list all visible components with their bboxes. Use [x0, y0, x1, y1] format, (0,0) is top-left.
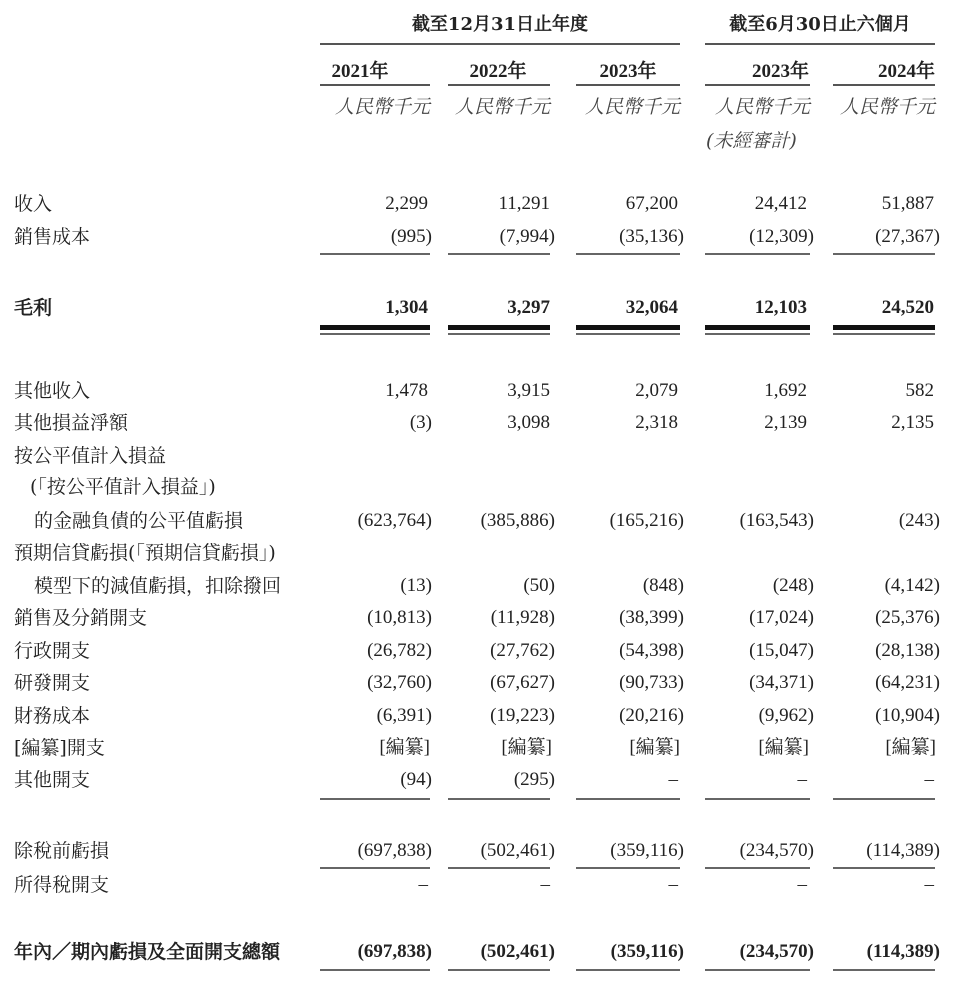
cell: 32,064: [625, 297, 678, 318]
cell: (359,116): [610, 941, 684, 962]
total-double-underline: [320, 333, 430, 335]
total-double-underline: [705, 333, 810, 335]
cell: (697,838): [357, 941, 432, 962]
column-divider: [705, 84, 810, 86]
cell: (248): [772, 575, 814, 596]
cell: (6,391): [376, 705, 432, 726]
total-underline: [705, 969, 810, 971]
total-underline: [833, 969, 935, 971]
cell: (13): [400, 575, 432, 596]
cell: (502,461): [480, 840, 555, 861]
total-underline: [320, 969, 430, 971]
cell: (114,389): [866, 941, 940, 962]
cell: (165,216): [609, 510, 684, 531]
cell: –: [797, 769, 807, 790]
total-underline: [576, 969, 680, 971]
cell: (25,376): [875, 607, 940, 628]
cell: 11,291: [498, 193, 550, 214]
row-label-rd-expenses: 研發開支: [14, 672, 91, 694]
total-double-underline: [705, 325, 810, 330]
cell: 3,915: [507, 380, 550, 401]
subtotal-underline: [705, 867, 810, 869]
cell: (848): [642, 575, 684, 596]
subtotal-underline: [576, 798, 680, 800]
cell: (38,399): [619, 607, 684, 628]
cell: (90,733): [619, 672, 684, 693]
cell: (20,216): [619, 705, 684, 726]
cell: (34,371): [749, 672, 814, 693]
cell: (3): [409, 412, 432, 433]
cell: –: [924, 769, 934, 790]
cell: (32,760): [367, 672, 432, 693]
subtotal-underline: [320, 253, 430, 255]
row-label-ecl-line2: 模型下的減值虧損，扣除撥回: [34, 575, 282, 597]
subtotal-underline: [833, 798, 935, 800]
column-year: 2021年: [331, 61, 389, 82]
cell: (35,136): [619, 226, 684, 247]
cell: (27,762): [490, 640, 555, 661]
cell: (502,461): [480, 941, 555, 962]
row-label-other-gains-net: 其他損益淨額: [14, 412, 129, 434]
cell: (359,116): [610, 840, 684, 861]
row-label-fvtpl-line2: (「按公平值計入損益」): [30, 476, 216, 498]
cell: (64,231): [875, 672, 940, 693]
column-unit: 人民幣千元: [454, 96, 550, 118]
column-unit: 人民幣千元: [714, 96, 810, 118]
row-label-other-income: 其他收入: [14, 380, 91, 402]
cell: [編纂]: [885, 737, 936, 758]
cell: (114,389): [866, 840, 940, 861]
column-note-unaudited: (未經審計): [706, 130, 797, 152]
subtotal-underline: [320, 867, 430, 869]
cell: (28,138): [875, 640, 940, 661]
row-label-ecl: 預期信貸虧損(「預期信貸虧損」): [14, 542, 276, 564]
row-label-fvtpl: 按公平值計入損益: [14, 445, 167, 467]
total-double-underline: [833, 333, 935, 335]
row-label-loss-before-tax: 除稅前虧損: [14, 840, 110, 862]
cell: (9,962): [758, 705, 814, 726]
cell: 2,299: [385, 193, 428, 214]
cell: (27,367): [875, 226, 940, 247]
cell: [編纂]: [501, 737, 552, 758]
subtotal-underline: [833, 867, 935, 869]
subtotal-underline: [448, 867, 550, 869]
cell: (234,570): [739, 840, 814, 861]
cell: (385,886): [480, 510, 555, 531]
row-label-income-tax: 所得稅開支: [14, 874, 110, 896]
cell: (163,543): [739, 510, 814, 531]
row-label-revenue: 收入: [14, 193, 53, 215]
subtotal-underline: [705, 798, 810, 800]
column-unit: 人民幣千元: [334, 96, 430, 118]
total-double-underline: [833, 325, 935, 330]
row-label-cost-of-sales: 銷售成本: [14, 226, 91, 248]
cell: 1,692: [764, 380, 807, 401]
cell: 1,304: [385, 297, 428, 318]
cell: –: [668, 874, 678, 895]
column-unit: 人民幣千元: [584, 96, 680, 118]
subtotal-underline: [576, 867, 680, 869]
cell: 3,297: [507, 297, 550, 318]
row-label-total-comprehensive-loss: 年內／期內虧損及全面開支總額: [14, 941, 281, 963]
row-label-selling-distribution: 銷售及分銷開支: [14, 607, 148, 629]
cell: –: [924, 874, 934, 895]
row-label-fvtpl-line3: 的金融負債的公平值虧損: [34, 510, 244, 532]
cell: (623,764): [357, 510, 432, 531]
cell: 582: [905, 380, 934, 401]
column-year: 2023年: [599, 61, 657, 82]
cell: (94): [400, 769, 432, 790]
cell: (697,838): [357, 840, 432, 861]
cell: 51,887: [881, 193, 934, 214]
cell: 2,318: [635, 412, 678, 433]
column-unit: 人民幣千元: [839, 96, 935, 118]
total-double-underline: [320, 325, 430, 330]
subtotal-underline: [448, 253, 550, 255]
cell: [編纂]: [629, 737, 680, 758]
cell: –: [418, 874, 428, 895]
row-label-finance-costs: 財務成本: [14, 705, 91, 727]
row-label-redacted-expenses: [編纂]開支: [14, 737, 105, 759]
cell: 2,079: [635, 380, 678, 401]
cell: 2,135: [891, 412, 934, 433]
cell: (234,570): [739, 941, 814, 962]
cell: 12,103: [754, 297, 807, 318]
cell: (26,782): [367, 640, 432, 661]
subtotal-underline: [320, 798, 430, 800]
column-divider: [576, 84, 680, 86]
subtotal-underline: [833, 253, 935, 255]
cell: (995): [390, 226, 432, 247]
total-double-underline: [448, 325, 550, 330]
row-label-other-expenses: 其他開支: [14, 769, 91, 791]
column-year: 2022年: [469, 61, 527, 82]
column-year: 2024年: [877, 61, 935, 82]
cell: 24,520: [881, 297, 934, 318]
cell: (54,398): [619, 640, 684, 661]
group-divider-annual: [320, 43, 680, 45]
cell: (11,928): [490, 607, 555, 628]
group-title-annual: 截至12月31日止年度: [411, 14, 589, 35]
cell: (4,142): [884, 575, 940, 596]
total-double-underline: [576, 333, 680, 335]
subtotal-underline: [448, 798, 550, 800]
cell: 2,139: [764, 412, 807, 433]
cell: (10,813): [367, 607, 432, 628]
row-label-gross-profit: 毛利: [14, 297, 53, 319]
total-double-underline: [576, 325, 680, 330]
total-double-underline: [448, 333, 550, 335]
cell: [編纂]: [379, 737, 430, 758]
cell: 1,478: [385, 380, 428, 401]
cell: [編纂]: [758, 737, 809, 758]
column-divider: [833, 84, 935, 86]
cell: 24,412: [754, 193, 807, 214]
column-year: 2023年: [751, 61, 809, 82]
cell: –: [540, 874, 550, 895]
cell: (243): [898, 510, 940, 531]
total-underline: [448, 969, 550, 971]
subtotal-underline: [705, 253, 810, 255]
cell: (12,309): [749, 226, 814, 247]
cell: (17,024): [749, 607, 814, 628]
cell: (19,223): [490, 705, 555, 726]
cell: (295): [513, 769, 555, 790]
cell: (15,047): [749, 640, 814, 661]
row-label-admin-expenses: 行政開支: [14, 640, 91, 662]
cell: (67,627): [490, 672, 555, 693]
cell: (50): [523, 575, 555, 596]
cell: 67,200: [625, 193, 678, 214]
cell: –: [797, 874, 807, 895]
cell: (10,904): [875, 705, 940, 726]
cell: 3,098: [507, 412, 550, 433]
group-divider-interim: [705, 43, 935, 45]
column-divider: [448, 84, 550, 86]
cell: (7,994): [499, 226, 555, 247]
column-divider: [320, 84, 430, 86]
cell: –: [668, 769, 678, 790]
subtotal-underline: [576, 253, 680, 255]
group-title-interim: 截至6月30日止六個月: [729, 14, 911, 35]
